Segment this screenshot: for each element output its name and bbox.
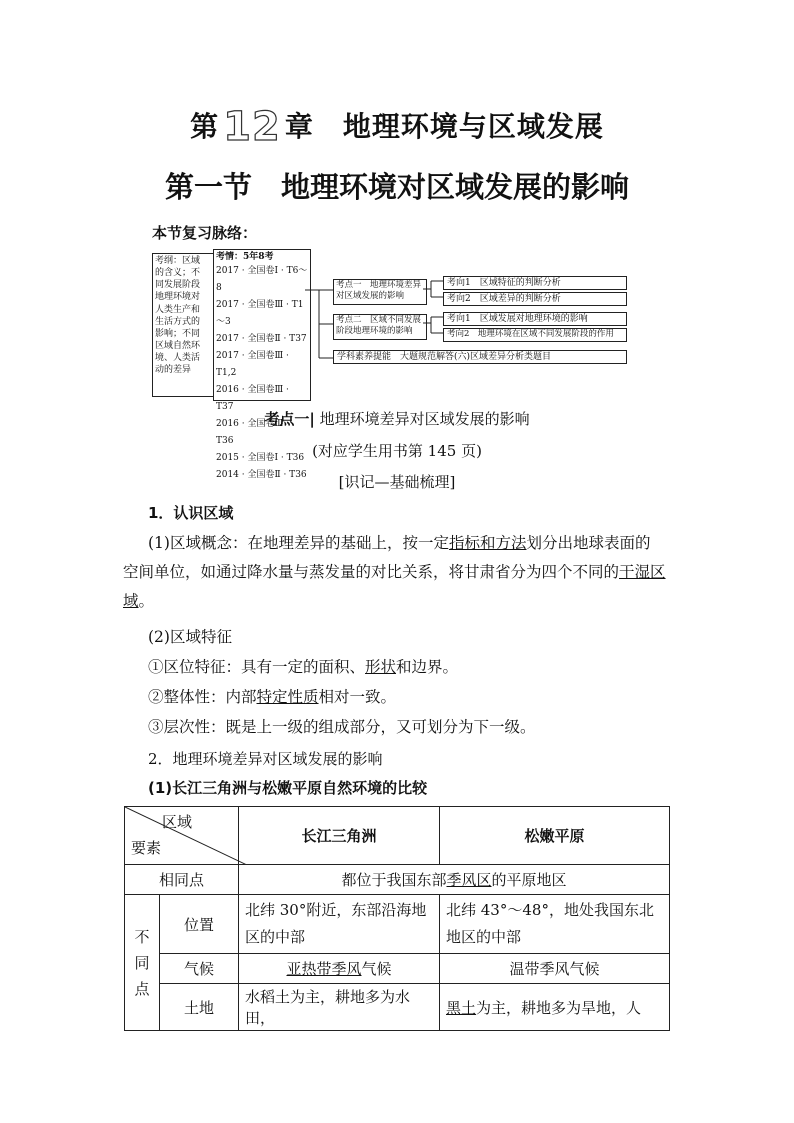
core-box-text — [155, 255, 211, 376]
section-2-title: 2．地理环境差异对区域发展的影响 — [148, 750, 383, 768]
exam-item: 2017 · 全国卷Ⅲ · T1,2 — [216, 351, 289, 379]
mindmap-connectors-2 — [423, 275, 443, 355]
feature-location — [148, 653, 458, 682]
region-concept-paragraph — [123, 529, 675, 616]
core-box-line: 境、人类活 — [155, 353, 201, 364]
blank-answer: 季风区 — [446, 871, 492, 889]
text: 空间单位，如通过降水量与蒸发量的对比关系，将甘肃省分为四个不同的 — [123, 563, 620, 581]
diff-label-text — [131, 924, 153, 1002]
diff-label-char: 点 — [134, 979, 150, 998]
row-climate-b: 温带季风气候 — [440, 954, 670, 984]
row-climate-a — [239, 954, 440, 984]
chapter-number: 12 — [223, 104, 281, 150]
core-box-line: 同发展阶段 — [155, 280, 201, 291]
exam-header: 考情：5年8考 — [216, 252, 274, 262]
chapter-prefix: 第 — [190, 110, 220, 143]
point1-box: 考点一 地理环境差异对区域发展的影响 — [333, 279, 427, 305]
exam-item: 2016 · 全国卷Ⅲ · T37 — [216, 385, 289, 413]
blank-answer: 形状 — [365, 658, 397, 676]
kpoint-text: 地理环境差异对区域发展的影响 — [319, 410, 530, 428]
comparison-table — [124, 806, 670, 1031]
core-box-line: 影响；不同 — [155, 328, 201, 339]
exam-item: 2017 · 全国卷Ⅱ · T37 — [216, 334, 307, 345]
header-col1: 长江三角洲 — [239, 807, 440, 865]
corner-top: 区域 — [161, 813, 192, 831]
core-box-line: 生活方式的 — [155, 316, 201, 327]
diff-label-char: 同 — [134, 953, 150, 972]
kpoint-title — [0, 408, 794, 429]
text: 相对一致。 — [318, 688, 397, 706]
row-climate-key: 气候 — [160, 954, 239, 984]
exam-item: 2014 · 全国卷Ⅱ · T36 — [216, 470, 307, 481]
core-box-line: 考纲：区域 — [155, 256, 201, 266]
exam-item: 2017 · 全国卷Ⅲ · T1～3 — [216, 300, 304, 328]
text: 。 — [138, 592, 155, 610]
row-land-b — [440, 984, 670, 1031]
text: (1)区域概念：在地理差异的基础上，按一定 — [148, 534, 449, 552]
point2-box: 考点二 区域不同发展阶段地理环境的影响 — [333, 314, 427, 340]
row-location-a: 北纬 30°附近，东部沿海地区的中部 — [239, 895, 440, 954]
kpoint-tag: 考点一| — [264, 410, 315, 428]
chapter-heading — [0, 100, 794, 150]
chapter-suffix: 章 — [284, 110, 314, 143]
diff-label-char: 不 — [134, 927, 150, 946]
row-land-a: 水稻土为主，耕地多为水田， — [239, 984, 440, 1031]
core-box-line: 的含义；不 — [155, 268, 201, 279]
corner-bottom: 要素 — [131, 839, 162, 857]
feature-integrity — [148, 683, 396, 712]
same-label: 相同点 — [125, 865, 239, 895]
core-box-line: 地理环境对 — [155, 292, 201, 303]
corner-cell — [125, 807, 239, 865]
text: 都位于我国东部 — [341, 871, 447, 889]
header-col2: 松嫩平原 — [440, 807, 670, 865]
text: 为主，耕地多为旱地，人 — [476, 998, 642, 1017]
point3-box: 学科素养提能 大题规范解答(六)区域差异分析类题目 — [333, 350, 627, 364]
point2-b-box: 考向2 地理环境在区域不同发展阶段的作用 — [443, 328, 627, 342]
chapter-title: 地理环境与区域发展 — [342, 110, 604, 143]
section-1-title: 1．认识区域 — [148, 504, 234, 522]
text: 的平原地区 — [491, 871, 567, 889]
point1-b-box: 考向2 区域差异的判断分析 — [443, 292, 627, 306]
core-box-line: 动的差异 — [155, 365, 192, 376]
text: 和边界。 — [396, 658, 459, 676]
section-title: 第一节 地理环境对区域发展的影响 — [164, 170, 629, 204]
blank-answer: 域 — [123, 592, 139, 610]
exam-item: 2015 · 全国卷Ⅰ · T36 — [216, 453, 305, 464]
feature-hierarchy: ③层次性：既是上一级的组成部分，又可划分为下一级。 — [148, 718, 536, 736]
point1-a-box: 考向1 区域特征的判断分析 — [443, 276, 627, 290]
core-box — [152, 253, 214, 397]
diff-label — [125, 895, 160, 1031]
core-box-line: 区域自然环 — [155, 340, 201, 351]
basic-heading: [识记—基础梳理] — [338, 473, 456, 491]
blank-answer: 指标和方法 — [448, 534, 527, 552]
section-2-subtitle: (1)长江三角洲与松嫩平原自然环境的比较 — [148, 779, 428, 797]
page-reference: (对应学生用书第 145 页) — [312, 442, 482, 460]
mindmap-label: 本节复习脉络： — [152, 224, 258, 242]
exam-item: 2017 · 全国卷Ⅰ · T6～8 — [216, 266, 308, 294]
blank-answer: 干湿区 — [619, 563, 666, 581]
point2-a-box: 考向1 区域发展对地理环境的影响 — [443, 312, 627, 326]
blank-answer: 亚热带季风 — [286, 960, 362, 978]
region-features-heading: (2)区域特征 — [148, 628, 232, 646]
row-location-key: 位置 — [160, 895, 239, 954]
text: 气候 — [361, 960, 392, 978]
core-box-line: 人类生产和 — [155, 304, 201, 315]
same-cell — [239, 865, 670, 895]
exam-item: 2016 · 全国卷Ⅲ · T36 — [216, 419, 289, 447]
row-location-b: 北纬 43°～48°，地处我国东北地区的中部 — [440, 895, 670, 954]
row-land-key: 土地 — [160, 984, 239, 1031]
text: ①区位特征：具有一定的面积、 — [148, 658, 366, 676]
blank-answer: 黑土 — [446, 998, 477, 1017]
blank-answer: 特定性质 — [256, 688, 319, 706]
text: 划分出地球表面的 — [526, 534, 651, 552]
text: ②整体性：内部 — [148, 688, 257, 706]
mindmap-connectors — [305, 270, 335, 365]
